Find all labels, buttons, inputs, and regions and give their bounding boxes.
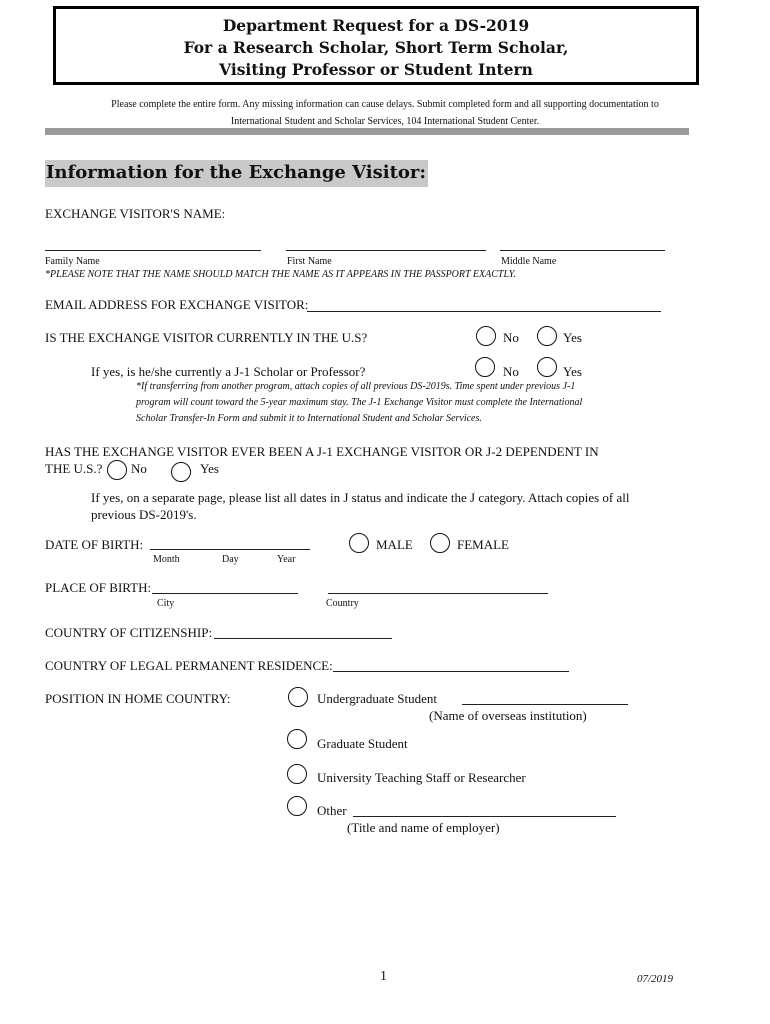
graduate-label: Graduate Student	[317, 736, 408, 751]
pob-label: PLACE OF BIRTH:	[45, 580, 152, 595]
in-us-label: IS THE EXCHANGE VISITOR CURRENTLY IN THE U.S?	[45, 330, 368, 345]
pob-country-caption: Country	[326, 598, 359, 609]
residence-field[interactable]	[333, 671, 569, 672]
female-label: FEMALE	[457, 537, 509, 552]
staff-radio[interactable]	[287, 764, 307, 784]
dob-year-caption: Year	[277, 554, 296, 565]
in-us-no-radio[interactable]	[476, 326, 496, 346]
dob-label: DATE OF BIRTH:	[45, 537, 144, 552]
family-name-caption: Family Name	[45, 256, 100, 267]
graduate-radio[interactable]	[287, 729, 307, 749]
name-label: EXCHANGE VISITOR'S NAME:	[45, 206, 226, 221]
transfer-note-line-3: Scholar Transfer-In Form and submit it to International Student and Scholar Services.	[136, 413, 482, 424]
first-name-caption: First Name	[287, 256, 332, 267]
j1-current-no-label: No	[503, 364, 519, 379]
family-name-field[interactable]	[45, 250, 261, 251]
form-title-line-1: Department Request for a DS-2019	[222, 16, 530, 35]
email-label: EMAIL ADDRESS FOR EXCHANGE VISITOR:	[45, 297, 309, 312]
undergrad-institution-field[interactable]	[462, 704, 628, 705]
staff-label: University Teaching Staff or Researcher	[317, 770, 526, 785]
other-employer-caption: (Title and name of employer)	[347, 820, 500, 835]
pob-city-caption: City	[157, 598, 175, 609]
dob-day-caption: Day	[222, 554, 239, 565]
position-label: POSITION IN HOME COUNTRY:	[45, 691, 231, 706]
j-history-question-line-1: HAS THE EXCHANGE VISITOR EVER BEEN A J-1 EXCHANGE VISITOR OR J-2 DEPENDENT IN	[45, 444, 599, 459]
j-history-instructions-line-2: previous DS-2019's.	[91, 507, 197, 522]
other-label: Other	[317, 803, 347, 818]
j1-current-yes-radio[interactable]	[537, 357, 557, 377]
in-us-yes-label: Yes	[563, 330, 582, 345]
male-label: MALE	[376, 537, 413, 552]
form-revision-date: 07/2019	[637, 973, 674, 985]
other-radio[interactable]	[287, 796, 307, 816]
j-history-yes-radio[interactable]	[171, 462, 191, 482]
form-title-line-3: Visiting Professor or Student Intern	[219, 60, 533, 79]
dob-month-caption: Month	[153, 554, 180, 565]
j-history-no-label: No	[131, 461, 147, 476]
first-name-field[interactable]	[286, 250, 486, 251]
j1-current-yes-label: Yes	[563, 364, 582, 379]
male-radio[interactable]	[349, 533, 369, 553]
middle-name-field[interactable]	[500, 250, 665, 251]
form-title-box	[53, 6, 699, 85]
middle-name-caption: Middle Name	[501, 256, 557, 267]
form-title-line-2: For a Research Scholar, Short Term Scholar,	[183, 38, 569, 57]
j-history-question-line-2: THE U.S.?	[45, 461, 103, 476]
j-history-yes-label: Yes	[200, 461, 219, 476]
section-heading: Information for the Exchange Visitor:	[45, 160, 428, 187]
in-us-no-label: No	[503, 330, 519, 345]
citizenship-field[interactable]	[214, 638, 392, 639]
in-us-yes-radio[interactable]	[537, 326, 557, 346]
passport-name-note: *PLEASE NOTE THAT THE NAME SHOULD MATCH THE NAME AS IT APPEARS IN THE PASSPORT EXACTLY.	[45, 269, 516, 280]
transfer-note-line-2: program will count toward the 5-year maximum stay. The J-1 Exchange Visitor must complete the International	[136, 397, 583, 408]
email-field[interactable]	[307, 311, 661, 312]
undergrad-radio[interactable]	[288, 687, 308, 707]
intro-line-1: Please complete the entire form. Any missing information can cause delays. Submit completed form and all supporting documentation to	[111, 99, 659, 110]
intro-line-2: International Student and Scholar Services, 104 International Student Center.	[230, 116, 540, 127]
page-number: 1	[380, 969, 387, 984]
transfer-note-line-1: *If transferring from another program, attach copies of all previous DS-2019s. Time spent under previous J-1	[136, 381, 576, 392]
residence-label: COUNTRY OF LEGAL PERMANENT RESIDENCE:	[45, 658, 333, 673]
pob-city-field[interactable]	[152, 593, 298, 594]
undergrad-label: Undergraduate Student	[317, 691, 437, 706]
pob-country-field[interactable]	[328, 593, 548, 594]
female-radio[interactable]	[430, 533, 450, 553]
section-divider	[45, 128, 689, 135]
dob-field[interactable]	[150, 549, 310, 550]
citizenship-label: COUNTRY OF CITIZENSHIP:	[45, 625, 213, 640]
j-history-no-radio[interactable]	[107, 460, 127, 480]
j1-current-label: If yes, is he/she currently a J-1 Scholar or Professor?	[91, 364, 366, 379]
undergrad-institution-caption: (Name of overseas institution)	[429, 708, 587, 723]
j-history-instructions-line-1: If yes, on a separate page, please list all dates in J status and indicate the J category. Attach copies of all	[91, 490, 630, 505]
j1-current-no-radio[interactable]	[475, 357, 495, 377]
other-employer-field[interactable]	[353, 816, 616, 817]
